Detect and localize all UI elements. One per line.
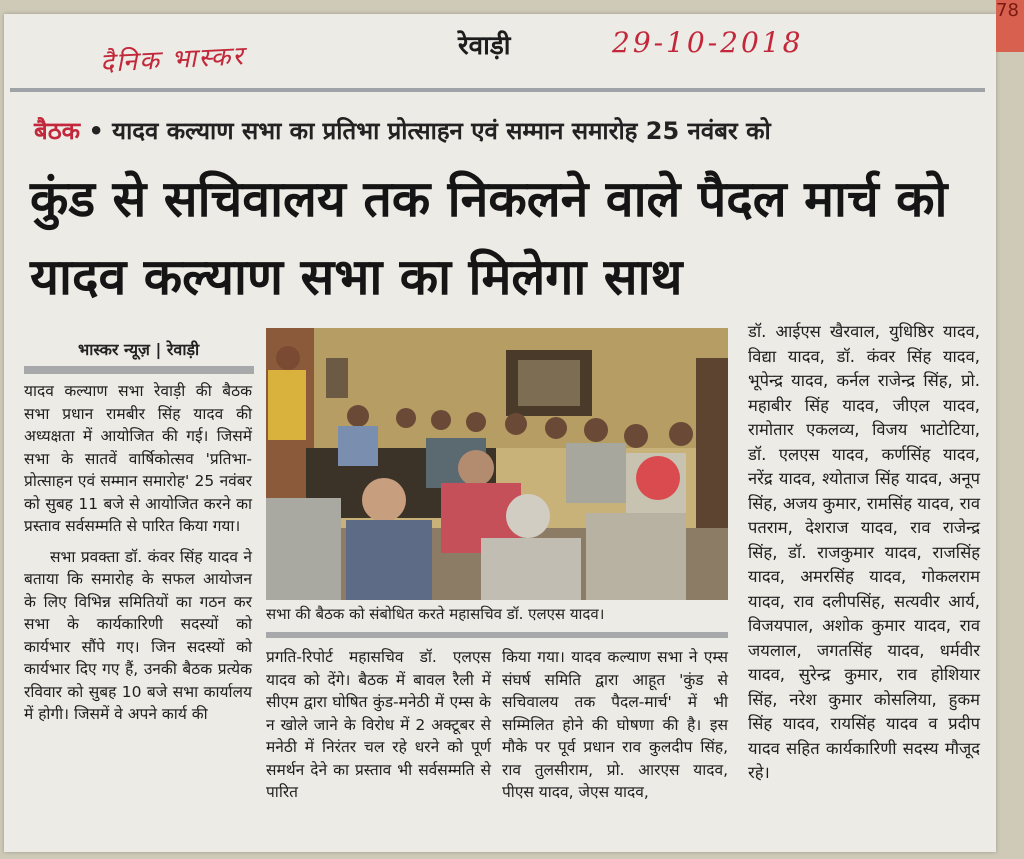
column-2 <box>266 646 491 804</box>
photo-caption: सभा की बैठक को संबोधित करते महासचिव डॉ. एलएस यादव। <box>266 605 605 623</box>
column-4 <box>748 320 980 786</box>
handwritten-paper-name: दैनिक भास्कर <box>99 41 246 79</box>
column-4-text: डॉ. आईएस खैरवाल, युधिष्ठिर यादव, विद्या यादव, डॉ. कंवर सिंह यादव, भूपेन्द्र यादव, कर्नल राजेन्द्र सिंह, प्रो. महाबीर सिंह यादव, जीएल यादव, रामोतार एकलव्य, विजय भाटोटिया, डॉ. एलएस यादव, कर्णसिंह यादव, नरेंद्र यादव, श्योताज सिंह यादव, अनूप सिंह, अजय कुमार, रामसिंह यादव, राव पतराम, देशराज यादव, राव राजेन्द्र सिंह, डॉ. राजकुमार यादव, राजसिंह यादव, अमरसिंह यादव, गोकलराम यादव, राव दलीपसिंह, सत्यवीर आर्य, विजयपाल, अशोक कुमार यादव, राव जयलाल, जगतसिंह यादव, धर्मवीर यादव, सुरेन्द्र कुमार, राव होशियार सिंह, नरेश कुमार कोसलिया, हुकम सिंह यादव, रायसिंह यादव व प्रदीप यादव सहित कार्यकारिणी सदस्य मौजूद रहे। <box>748 322 980 782</box>
column-rule-left <box>24 366 254 374</box>
headline: कुंड से सचिवालय तक निकलने वाले पैदल मार्च को यादव कल्याण सभा का मिलेगा साथ <box>30 170 948 306</box>
kicker-text: • यादव कल्याण सभा का प्रतिभा प्रोत्साहन एवं सम्मान समारोह 25 नवंबर को <box>88 117 771 145</box>
paragraph-1: यादव कल्याण सभा रेवाड़ी की बैठक सभा प्रधान रामबीर सिंह यादव की अध्यक्षता में आयोजित की गई। जिसमें सभा के सातवें वार्षिकोत्सव 'प्रतिभा-प्रोत्साहन एवं सम्मान समारोह' 25 नवंबर को सुबह 11 बजे से आयोजित करने का प्रस्ताव सर्वसम्मति से पारित किया गया। <box>24 382 252 535</box>
column-rule-middle <box>266 632 728 638</box>
corner-mark: 78 <box>996 0 1019 21</box>
column-3-text: किया गया। यादव कल्याण सभा ने एम्स संघर्ष समिति द्वारा आहूत 'कुंड से सचिवालय तक पैदल-मार्च' में भी सम्मिलित होने की घोषणा की है। इस मौके पर पूर्व प्रधान राव कुलदीप सिंह, राव तुलसीराम, प्रो. आरएस यादव, पीएस यादव, जेएस यादव, <box>502 648 728 801</box>
header-rule <box>10 88 985 92</box>
kicker-label: बैठक <box>34 117 81 145</box>
byline: भास्कर न्यूज़ | रेवाड़ी <box>78 340 200 359</box>
column-1 <box>24 380 252 726</box>
edition-label: रेवाड़ी <box>458 31 511 61</box>
handwritten-date: 29-10-2018 <box>612 26 804 59</box>
corner-tab <box>996 0 1024 52</box>
paragraph-2: सभा प्रवक्ता डॉ. कंवर सिंह यादव ने बताया कि समारोह के सफल आयोजन के लिए विभिन्न समितियों का गठन कर सभा के कार्यकारिणी सदस्यों को कार्यभार सौंपे गए। जिन सदस्यों को कार्यभार दिए गए हैं, उनकी बैठक प्रत्येक रविवार को सुबह 10 बजे सभा कार्यालय में होगी। जिसमें वे अपने कार्य की <box>24 547 252 723</box>
column-3 <box>502 646 728 804</box>
kicker <box>34 114 771 147</box>
column-2-text: प्रगति-रिपोर्ट महासचिव डॉ. एलएस यादव को देंगे। बैठक में बावल रैली में सीएम द्वारा घोषित कुंड-मनेठी में एम्स के न खोले जाने के विरोध में 2 अक्टूबर से मनेठी में निरंतर चल रहे धरने को पूर्ण समर्थन देने का प्रस्ताव भी सर्वसम्मति से पारित <box>266 648 491 801</box>
meeting-photo <box>266 328 728 600</box>
